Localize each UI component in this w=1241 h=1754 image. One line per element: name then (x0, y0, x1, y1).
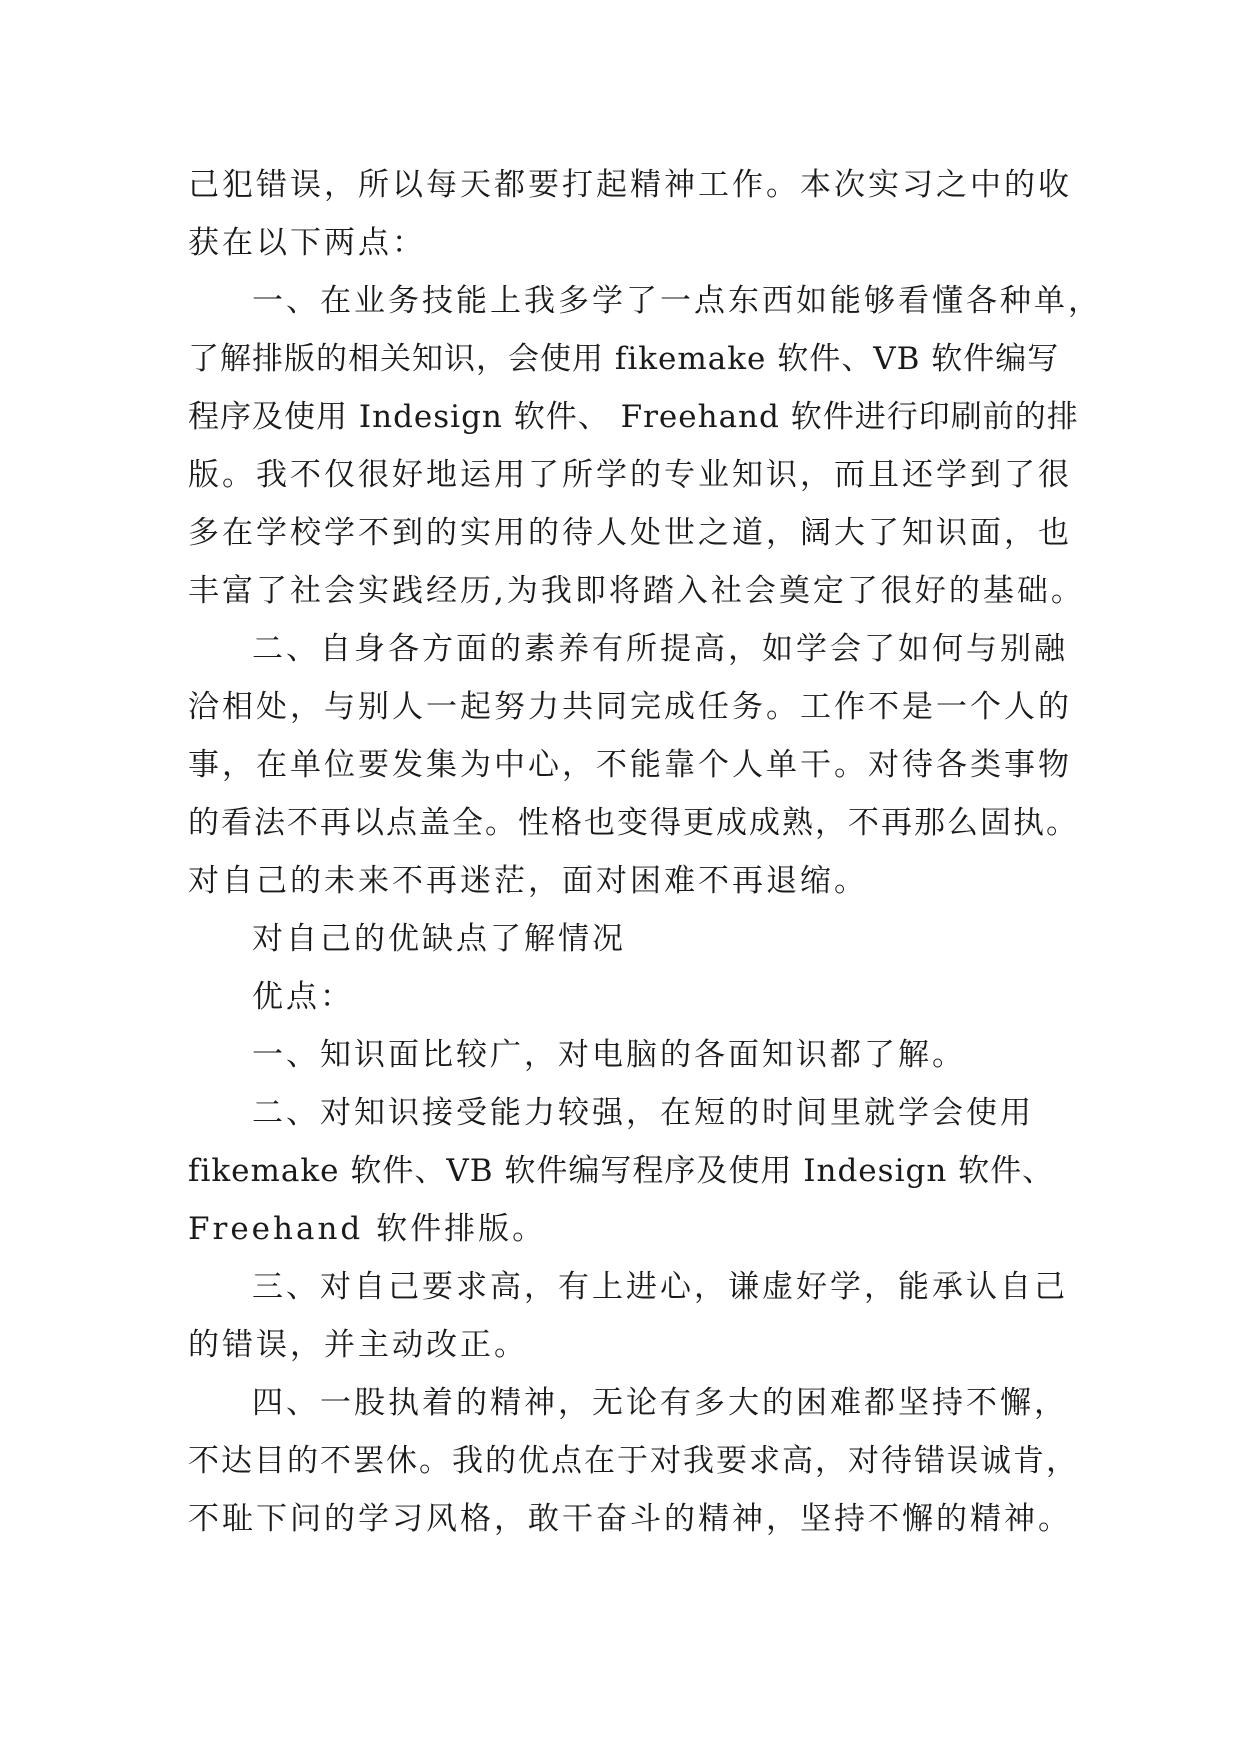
section-heading: 对自己的优缺点了解情况 (252, 921, 626, 957)
text-line: 己犯错误，所以每天都要打起精神工作。本次实习之中的收 (188, 167, 1072, 203)
text-line: 不耻下问的学习风格，敢干奋斗的精神，坚持不懈的精神。 (188, 1501, 1072, 1537)
text-line: 事，在单位要发集为中心，不能靠个人单干。对待各类事物 (188, 747, 1072, 783)
text-line: 不达目的不罢休。我的优点在于对我要求高，对待错误诚肯， (188, 1443, 1079, 1479)
text-line: 的看法不再以点盖全。性格也变得更成成熟，不再那么固执。 (188, 805, 1079, 841)
text-line: 一、在业务技能上我多学了一点东西如能够看懂各种单， (252, 283, 1102, 319)
text-line: 四、一股执着的精神，无论有多大的困难都坚持不懈， (252, 1385, 1068, 1421)
text-line: fikemake 软件、VB 软件编写程序及使用 Indesign 软件、 (188, 1153, 1055, 1189)
text-line: 程序及使用 Indesign 软件、 Freehand 软件进行印刷前的排 (188, 399, 1079, 435)
text-line: 版。我不仅很好地运用了所学的专业知识，而且还学到了很 (188, 457, 1072, 493)
text-line: 洽相处，与别人一起努力共同完成任务。工作不是一个人的 (188, 689, 1072, 725)
text-line: 对自己的未来不再迷茫，面对困难不再退缩。 (188, 863, 868, 899)
text-line: 一、知识面比较广，对电脑的各面知识都了解。 (252, 1037, 966, 1073)
text-line: 二、自身各方面的素养有所提高，如学会了如何与别融 (252, 631, 1068, 667)
text-line: 二、对知识接受能力较强，在短的时间里就学会使用 (252, 1095, 1034, 1131)
text-line: 的错误，并主动改正。 (188, 1327, 528, 1363)
text-line: Freehand 软件排版。 (188, 1211, 547, 1247)
text-line: 三、对自己要求高，有上进心，谦虚好学，能承认自己 (252, 1269, 1068, 1305)
text-line: 了解排版的相关知识，会使用 fikemake 软件、VB 软件编写 (188, 341, 1060, 377)
text-line: 丰富了社会实践经历,为我即将踏入社会奠定了很好的基础。 (188, 573, 1085, 609)
text-line: 获在以下两点： (188, 225, 426, 261)
subsection-heading: 优点： (252, 979, 354, 1015)
text-line: 多在学校学不到的实用的待人处世之道，阔大了知识面，也 (188, 515, 1072, 551)
